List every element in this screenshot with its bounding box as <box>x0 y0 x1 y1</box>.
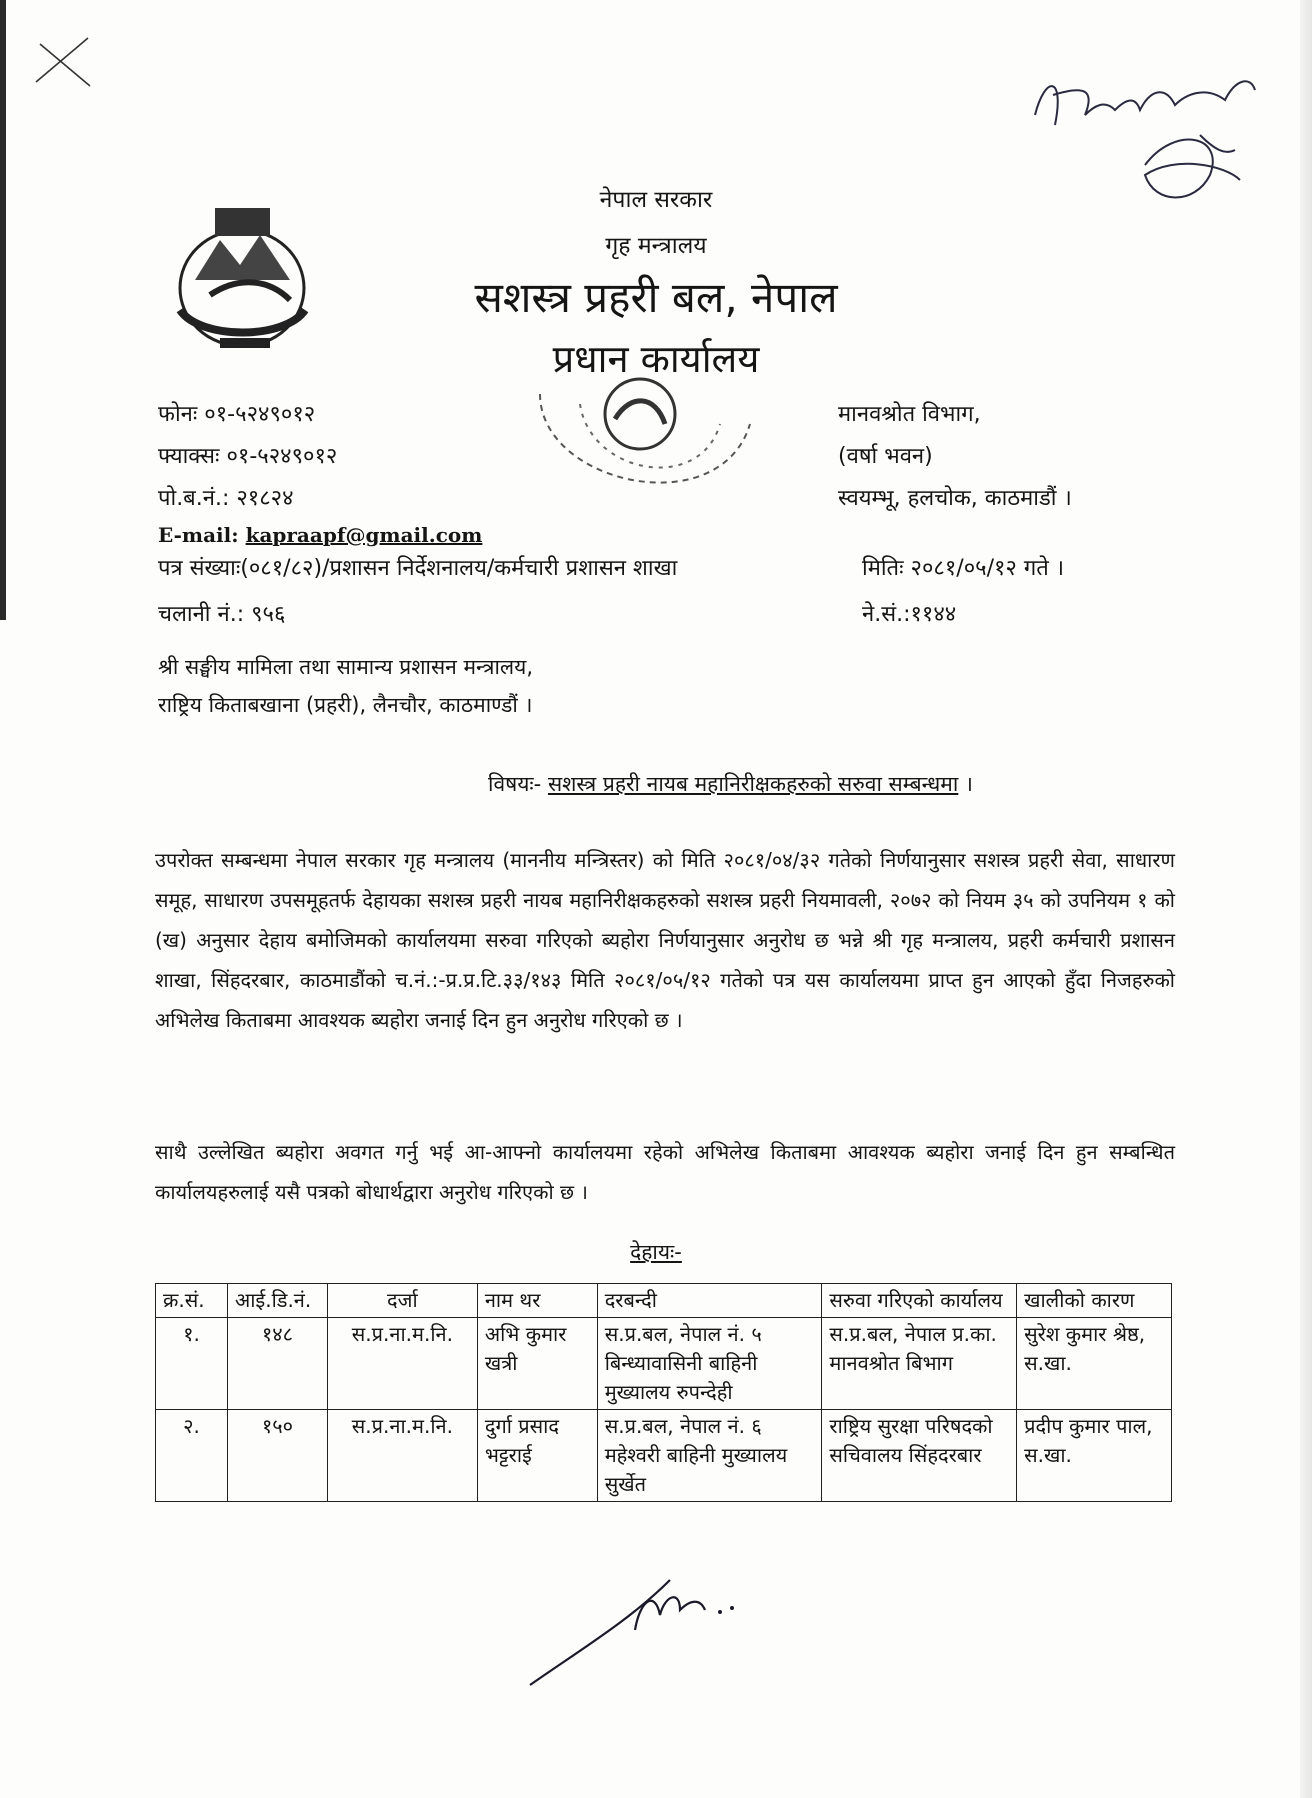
fax-number: फ्याक्सः ०१-५२४९०१२ <box>158 444 338 469</box>
table-row <box>156 1410 1172 1502</box>
po-box: पो.ब.नं.: २१८२४ <box>158 486 294 511</box>
cell-position: स.प्र.बल, नेपाल नं. ६ महेश्वरी बाहिनी मुख्यालय सुर्खेत <box>597 1410 822 1502</box>
cross-mark-icon <box>28 32 98 92</box>
recipient-line-1: श्री सङ्घीय मामिला तथा सामान्य प्रशासन मन्त्रालय, <box>158 655 533 679</box>
cell-sn: २. <box>156 1410 228 1502</box>
header-vacancy-reason: खालीको कारण <box>1017 1284 1172 1318</box>
recipient-block <box>158 648 533 724</box>
ministry-name: गृह मन्त्रालय <box>605 233 707 259</box>
cell-rank: स.प्र.ना.म.नि. <box>327 1318 477 1410</box>
department-line-2: (वर्षा भवन) <box>838 444 933 469</box>
email-link[interactable]: kapraapf@gmail.com <box>245 523 483 547</box>
letter-date: मितिः २०८१/०५/१२ गते । <box>862 556 1065 581</box>
phone-number: फोनः ०१-५२४९०१२ <box>158 402 316 427</box>
cell-sn: १. <box>156 1318 228 1410</box>
subject-end: । <box>965 772 973 796</box>
email-label: E-mail: <box>158 523 239 547</box>
cell-vacancy-reason: सुरेश कुमार श्रेष्ठ, स.खा. <box>1017 1318 1172 1410</box>
nepal-sambat: ने.सं.:११४४ <box>862 602 957 627</box>
cell-position: स.प्र.बल, नेपाल नं. ५ बिन्ध्यावासिनी बाहिनी मुख्यालय रुपन्देही <box>597 1318 822 1410</box>
government-name: नेपाल सरकार <box>599 187 713 213</box>
email-row <box>158 520 482 550</box>
transfer-table <box>155 1283 1172 1502</box>
table-header-row <box>156 1284 1172 1318</box>
header-transfer-office: सरुवा गरिएको कार्यालय <box>822 1284 1017 1318</box>
header-sn: क्र.सं. <box>156 1284 228 1318</box>
cell-name: दुर्गा प्रसाद भट्टराई <box>477 1410 597 1502</box>
cell-vacancy-reason: प्रदीप कुमार पाल, स.खा. <box>1017 1410 1172 1502</box>
organization-name: सशस्त्र प्रहरी बल, नेपाल <box>474 273 838 322</box>
table-row <box>156 1318 1172 1410</box>
body-paragraph-2: साथै उल्लेखित ब्यहोरा अवगत गर्नु भई आ-आफ्नो कार्यालयमा रहेको अभिलेख किताबमा आवश्यक ब्यहोरा जनाई दिन हुन सम्बन्धित कार्यालयहरुलाई यसै पत्रको बोधार्थद्वारा अनुरोध गरिएको छ । <box>155 1140 1175 1204</box>
cell-rank: स.प्र.ना.म.नि. <box>327 1410 477 1502</box>
header-rank: दर्जा <box>327 1284 477 1318</box>
subject-line <box>488 770 973 798</box>
office-name: प्रधान कार्यालय <box>552 337 760 381</box>
dispatch-number: चलानी नं.: ९५६ <box>158 602 286 627</box>
office-seal-icon <box>520 334 770 544</box>
letter-number: पत्र संख्याः(०८१/८२)/प्रशासन निर्देशनालय/कर्मचारी प्रशासन शाखा <box>158 556 678 581</box>
department-address <box>838 394 1072 520</box>
body-paragraph-1: उपरोक्त सम्बन्धमा नेपाल सरकार गृह मन्त्रालय (माननीय मन्त्रिस्तर) को मिति २०८१/०४/३२ गतेको निर्णयानुसार सशस्त्र प्रहरी सेवा, साधारण समूह, साधारण उपसमूहतर्फ देहायका सशस्त्र प्रहरी नायब महानिरीक्षकहरुको सशस्त्र प्रहरी नियमावली, २०७२ को नियम ३५ को उपनियम १ को (ख) अनुसार देहाय बमोजिमको कार्यालयमा सरुवा गरिएको ब्यहोरा निर्णयानुसार अनुरोध छ भन्ने श्री गृह मन्त्रालय, प्रहरी कर्मचारी प्रशासन शाखा, सिंहदरबार, काठमाडौंको च.नं.:-प्र.प्र.टि.३३/१४३ मिति २०८१/०५/१२ गतेको पत्र यस कार्यालयमा प्राप्त हुन आएको हुँदा निजहरुको अभिलेख किताबमा आवश्यक ब्यहोरा जनाई दिन हुन अनुरोध गरिएको छ । <box>155 848 1175 1032</box>
cell-name: अभि कुमार खत्री <box>477 1318 597 1410</box>
subject-label: विषयः- <box>488 772 542 796</box>
table-title: देहायः- <box>630 1240 682 1264</box>
cell-id: १५० <box>227 1410 327 1502</box>
recipient-line-2: राष्ट्रिय किताबखाना (प्रहरी), लैनचौर, काठमाण्डौं । <box>158 693 533 717</box>
subject-text: सशस्त्र प्रहरी नायब महानिरीक्षकहरुको सरुवा सम्बन्धमा <box>547 772 959 796</box>
header-name: नाम थर <box>477 1284 597 1318</box>
contact-block <box>158 394 482 550</box>
cell-transfer-office: राष्ट्रिय सुरक्षा परिषदको सचिवालय सिंहदरबार <box>822 1410 1017 1502</box>
header-position: दरबन्दी <box>597 1284 822 1318</box>
cell-id: १४८ <box>227 1318 327 1410</box>
department-line-3: स्वयम्भू, हलचोक, काठमाडौं । <box>838 486 1072 511</box>
signature-icon <box>520 1560 740 1690</box>
department-line-1: मानवश्रोत विभाग, <box>838 402 981 427</box>
header-id: आई.डि.नं. <box>227 1284 327 1318</box>
cell-transfer-office: स.प्र.बल, नेपाल प्र.का. मानवश्रोत बिभाग <box>822 1318 1017 1410</box>
